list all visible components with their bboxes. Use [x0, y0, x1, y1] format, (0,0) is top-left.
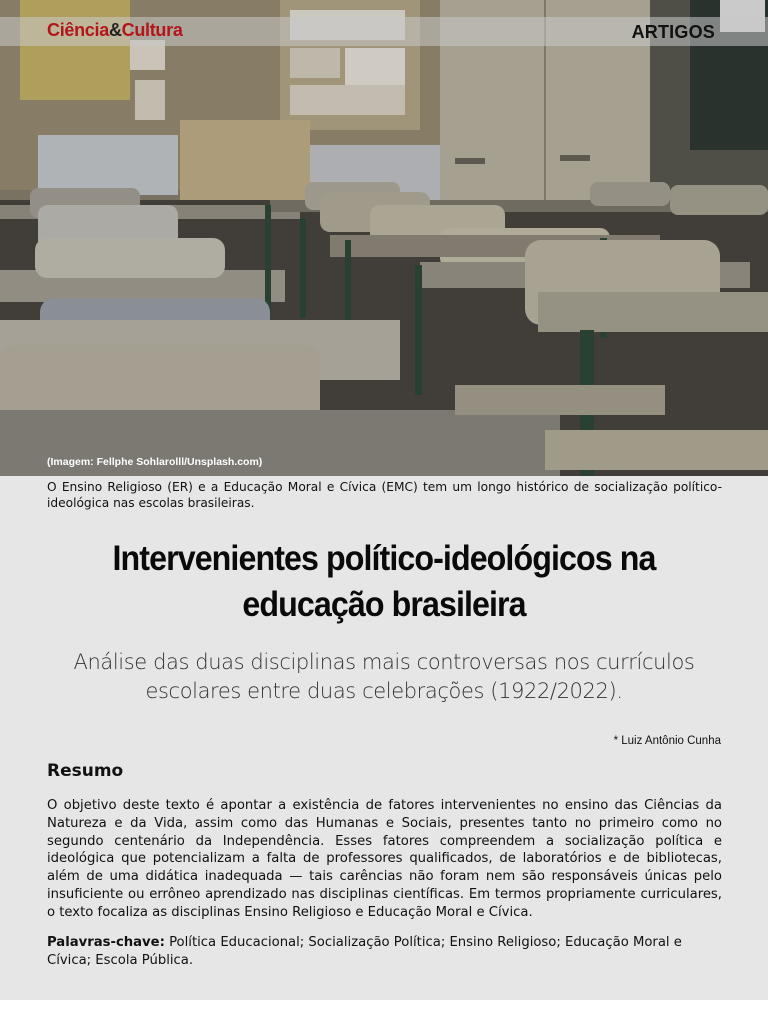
brand-word-1: Ciência	[47, 20, 109, 40]
article-title: Intervenientes político-ideológicos na educação brasileira	[112, 539, 656, 624]
magazine-logo	[47, 20, 183, 41]
keywords-label: Palavras-chave:	[47, 935, 165, 950]
abstract-text: O objetivo deste texto é apontar a existência de fatores intervenientes no ensino das Ciências da Natureza e da Vida, assim como das Humanas e Sociais, presentes tanto no primeiro como no segundo centenário da Independência. Esses fatores compreendem a socialização política e ideológica que potencializam a falta de professores qualificados, de laboratórios e de bibliotecas, além de uma didática inadequada — tais carências não foram nem são responsáveis únicas pelo insuficiente ou errôneo aprendizado nas disciplinas científicas. Em termos propriamente curriculares, o texto focaliza as disciplinas Ensino Religioso e Educação Moral e Cívica.	[47, 798, 722, 920]
keywords-list: Política Educacional; Socialização Política; Ensino Religioso; Educação Moral e Cívica; Escola Pública.	[47, 935, 682, 968]
brand-ampersand: &	[108, 20, 122, 40]
brand-word-2: Cultura	[121, 20, 183, 40]
photo-caption: O Ensino Religioso (ER) e a Educação Moral e Cívica (EMC) tem um longo histórico de socialização político-ideológica nas escolas brasileiras.	[47, 480, 722, 510]
article-subtitle: Análise das duas disciplinas mais controversas nos currículos escolares entre duas celebrações (1922/2022).	[73, 650, 695, 703]
article-author: * Luiz Antônio Cunha	[613, 735, 721, 747]
classroom-illustration	[0, 0, 768, 476]
photo-credit: (Imagem: Fellphe Sohlarolll/Unsplash.com)	[47, 456, 263, 468]
classroom-photo	[0, 0, 768, 476]
keywords	[47, 934, 722, 970]
abstract-heading: Resumo	[47, 761, 124, 781]
section-label: ARTIGOS	[631, 22, 715, 42]
